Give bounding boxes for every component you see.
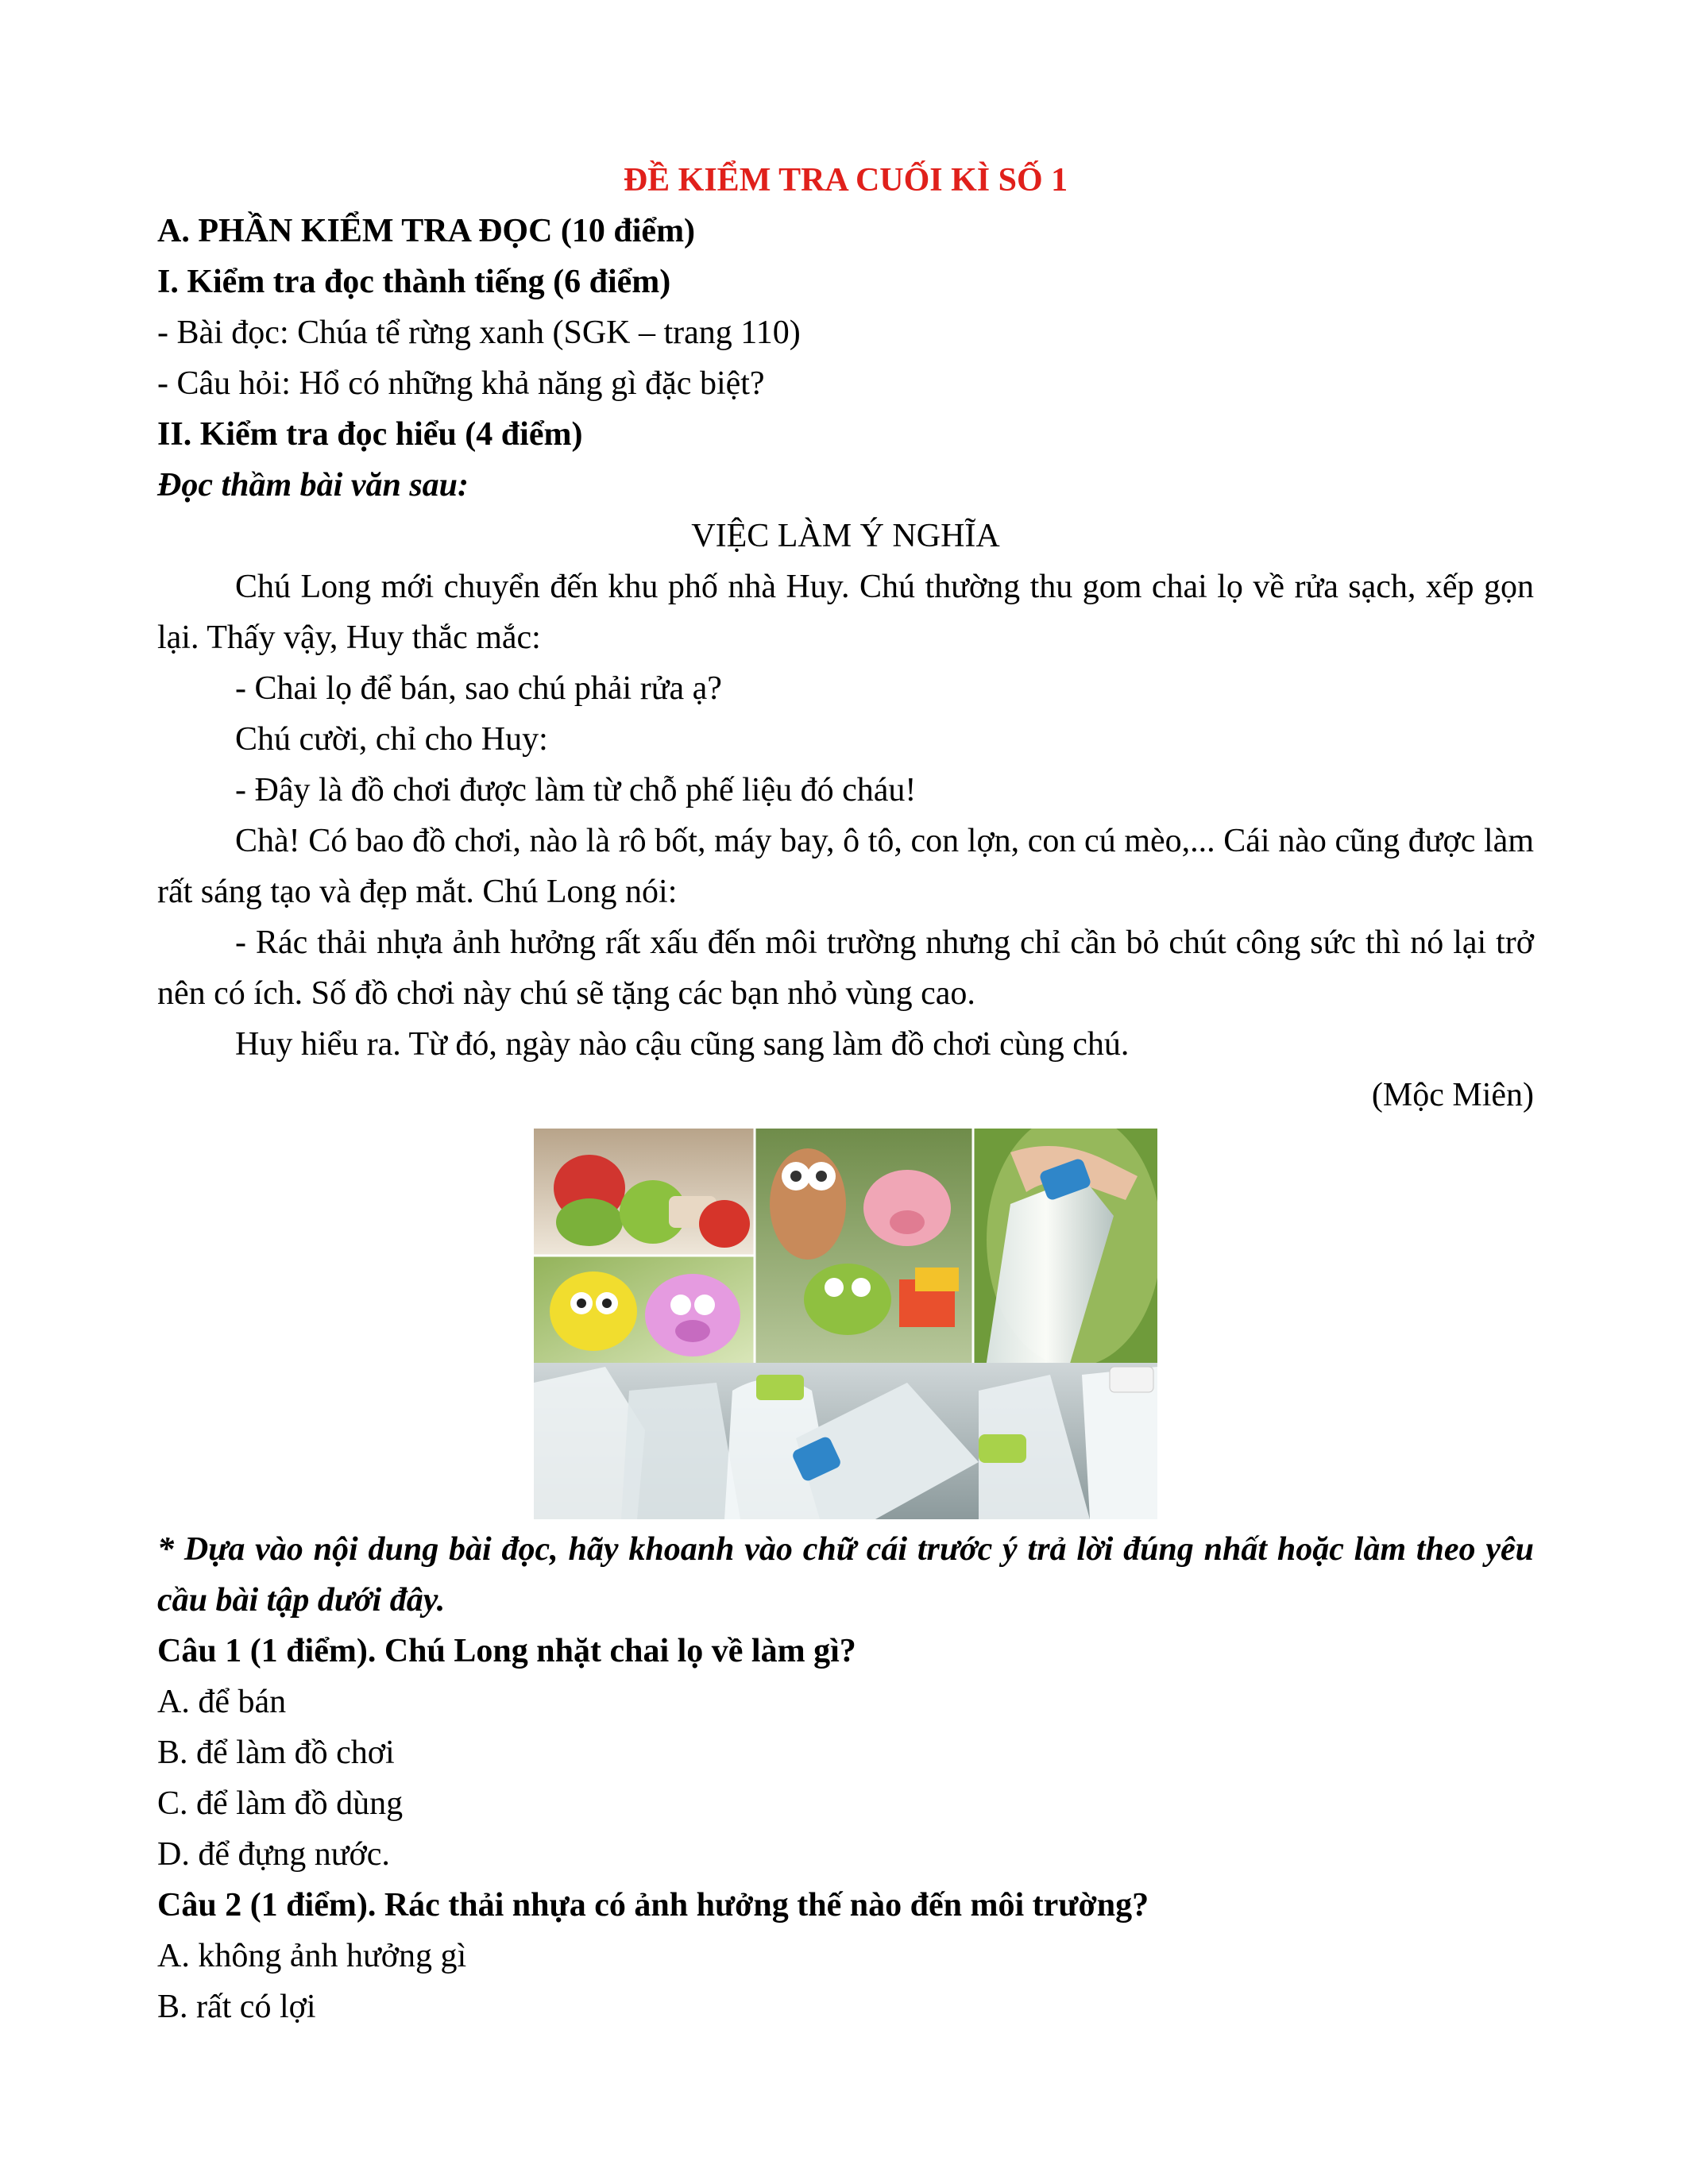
part-2-heading: II. Kiểm tra đọc hiểu (4 điểm) (157, 416, 583, 453)
story-paragraph: Chà! Có bao đồ chơi, nào là rô bốt, máy bay, ô tô, con lợn, con cú mèo,... Cái nào cũng được làm rất sáng tạo và đẹp mắt. Chú Long nói: (157, 823, 1534, 910)
question-1-option-a[interactable]: A. để bán (157, 1684, 287, 1720)
story-paragraph: Chú Long mới chuyển đến khu phố nhà Huy. Chú thường thu gom chai lọ về rửa sạch, xếp gọn lại. Thấy vậy, Huy thắc mắc: (157, 569, 1534, 656)
question-1-option-d[interactable]: D. để đựng nước. (157, 1836, 390, 1873)
silent-reading-instruction: Đọc thầm bài văn sau: (157, 467, 469, 504)
question-2-prompt: Câu 2 (1 điểm). Rác thải nhựa có ảnh hưởng thế nào đến môi trường? (157, 1887, 1149, 1924)
section-a-heading: A. PHẦN KIỂM TRA ĐỌC (10 điểm) (157, 213, 696, 249)
document-page (157, 155, 1534, 2032)
part-1-heading: I. Kiểm tra đọc thành tiếng (6 điểm) (157, 264, 671, 300)
reading-text-line: - Bài đọc: Chúa tể rừng xanh (SGK – trang 110) (157, 314, 801, 351)
question-1-option-c[interactable]: C. để làm đồ dùng (157, 1785, 404, 1822)
reading-question-line: - Câu hỏi: Hổ có những khả năng gì đặc biệt? (157, 365, 765, 402)
question-1-option-b[interactable]: B. để làm đồ chơi (157, 1734, 395, 1771)
question-2-option-b[interactable]: B. rất có lợi (157, 1989, 316, 2025)
story-paragraph: Chú cười, chỉ cho Huy: (235, 721, 548, 758)
recycled-toys-photo (534, 1129, 1157, 1519)
document-title: ĐỀ KIỂM TRA CUỐI KÌ SỐ 1 (623, 162, 1068, 199)
story-author: (Mộc Miên) (1371, 1077, 1534, 1113)
question-1-prompt: Câu 1 (1 điểm). Chú Long nhặt chai lọ về làm gì? (157, 1633, 856, 1669)
story-paragraph: - Chai lọ để bán, sao chú phải rửa ạ? (235, 670, 722, 707)
answer-instructions: * Dựa vào nội dung bài đọc, hãy khoanh vào chữ cái trước ý trả lời đúng nhất hoặc làm theo yêu cầu bài tập dưới đây. (157, 1531, 1534, 1619)
question-2-option-a[interactable]: A. không ảnh hưởng gì (157, 1938, 467, 1974)
story-paragraph: - Rác thải nhựa ảnh hưởng rất xấu đến môi trường nhưng chỉ cần bỏ chút công sức thì nó lại trở nên có ích. Số đồ chơi này chú sẽ tặng các bạn nhỏ vùng cao. (157, 924, 1534, 1012)
story-title: VIỆC LÀM Ý NGHĨA (691, 518, 1000, 554)
story-paragraph: - Đây là đồ chơi được làm từ chỗ phế liệu đó cháu! (235, 772, 917, 808)
story-paragraph: Huy hiểu ra. Từ đó, ngày nào cậu cũng sang làm đồ chơi cùng chú. (235, 1026, 1130, 1063)
